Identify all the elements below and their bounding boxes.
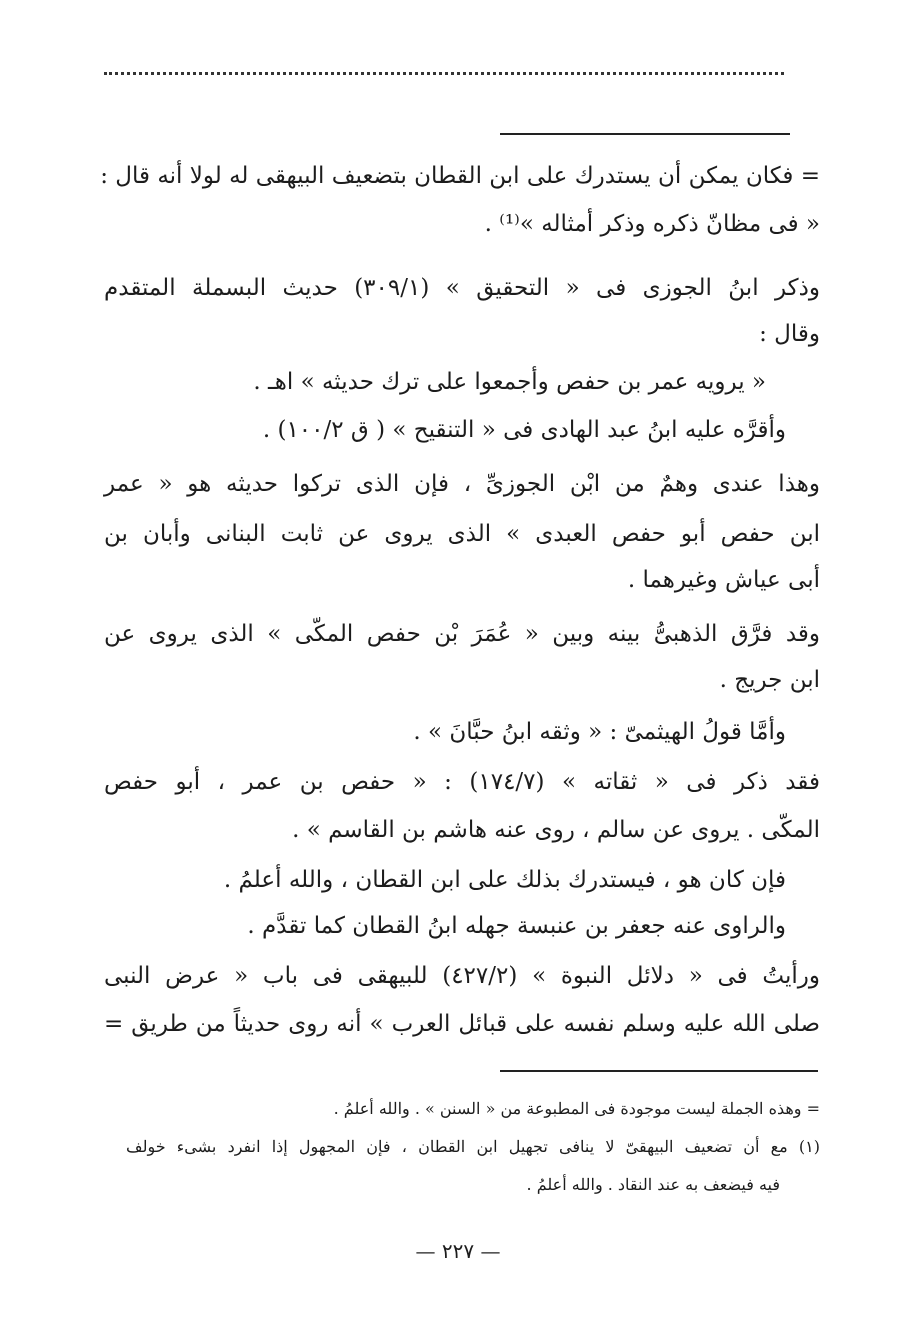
body-line-14: المكّى . يروى عن سالم ، روى عنه هاشم بن القاسم » . <box>292 817 820 843</box>
dotted-separator <box>104 72 784 77</box>
page-number: — ٢٢٧ — <box>415 1239 501 1263</box>
footnote-line-3: فيه فيضعف به عند النقاد . والله أعلمُ . <box>526 1175 780 1194</box>
body-line-17: ورأيتُ فى « دلائل النبوة » (٤٢٧/٢) للبيهقى فى باب « عرض النبى <box>104 963 820 989</box>
body-line-9: أبى عياش وغيرهما . <box>627 567 820 593</box>
footnote-line-2: (١) مع أن تضعيف البيهقىّ لا ينافى تجهيل ابن القطان ، فإن المجهول إذا انفرد بشىء خولف <box>126 1137 820 1156</box>
body-line-8: ابن حفص أبو حفص العبدى » الذى يروى عن ثابت البنانى وأبان بن <box>104 521 820 547</box>
body-line-15: فإن كان هو ، فيستدرك بذلك على ابن القطان ، والله أعلمُ . <box>223 867 786 893</box>
body-line-5: « يرويه عمر بن حفص وأجمعوا على ترك حديثه » اهـ . <box>253 369 766 395</box>
body-line-18: صلى الله عليه وسلم نفسه على قبائل العرب » أنه روى حديثاً من طريق = <box>104 1011 820 1037</box>
continuation-rule <box>500 133 790 135</box>
footnote-line-1: = وهذه الجملة ليست موجودة فى المطبوعة من « السنن » . والله أعلمُ . <box>333 1099 820 1118</box>
body-line-4: وقال : <box>759 321 820 347</box>
body-line-10: وقد فرَّق الذهبىُّ بينه وبين « عُمَرَ بْن حفص المكّى » الذى يروى عن <box>104 621 820 647</box>
body-line-7: وهذا عندى وهمٌ من ابْن الجوزىِّ ، فإن الذى تركوا حديثه هو « عمر <box>104 471 820 497</box>
footnote-rule <box>500 1070 818 1072</box>
body-line-3: وذكر ابنُ الجوزى فى « التحقيق » (٣٠٩/١) حديث البسملة المتقدم <box>104 275 820 301</box>
body-line-11: ابن جريج . <box>719 667 820 693</box>
body-line-12: وأمَّا قولُ الهيثمىّ : « وثقه ابنُ حبَّانَ » . <box>413 719 786 745</box>
body-line-2: « فى مظانّ ذكره وذكر أمثاله »⁽¹⁾ . <box>484 211 820 237</box>
body-line-6: وأقرَّه عليه ابنُ عبد الهادى فى « التنقيح » ( ق ١٠٠/٢) . <box>262 417 786 443</box>
body-line-16: والراوى عنه جعفر بن عنبسة جهله ابنُ القطان كما تقدَّم . <box>247 913 786 939</box>
body-line-13: فقد ذكر فى « ثقاته » (١٧٤/٧) : « حفص بن عمر ، أبو حفص <box>104 769 821 795</box>
body-line-1: = فكان يمكن أن يستدرك على ابن القطان بتضعيف البيهقى له لولا أنه قال : <box>100 163 820 189</box>
